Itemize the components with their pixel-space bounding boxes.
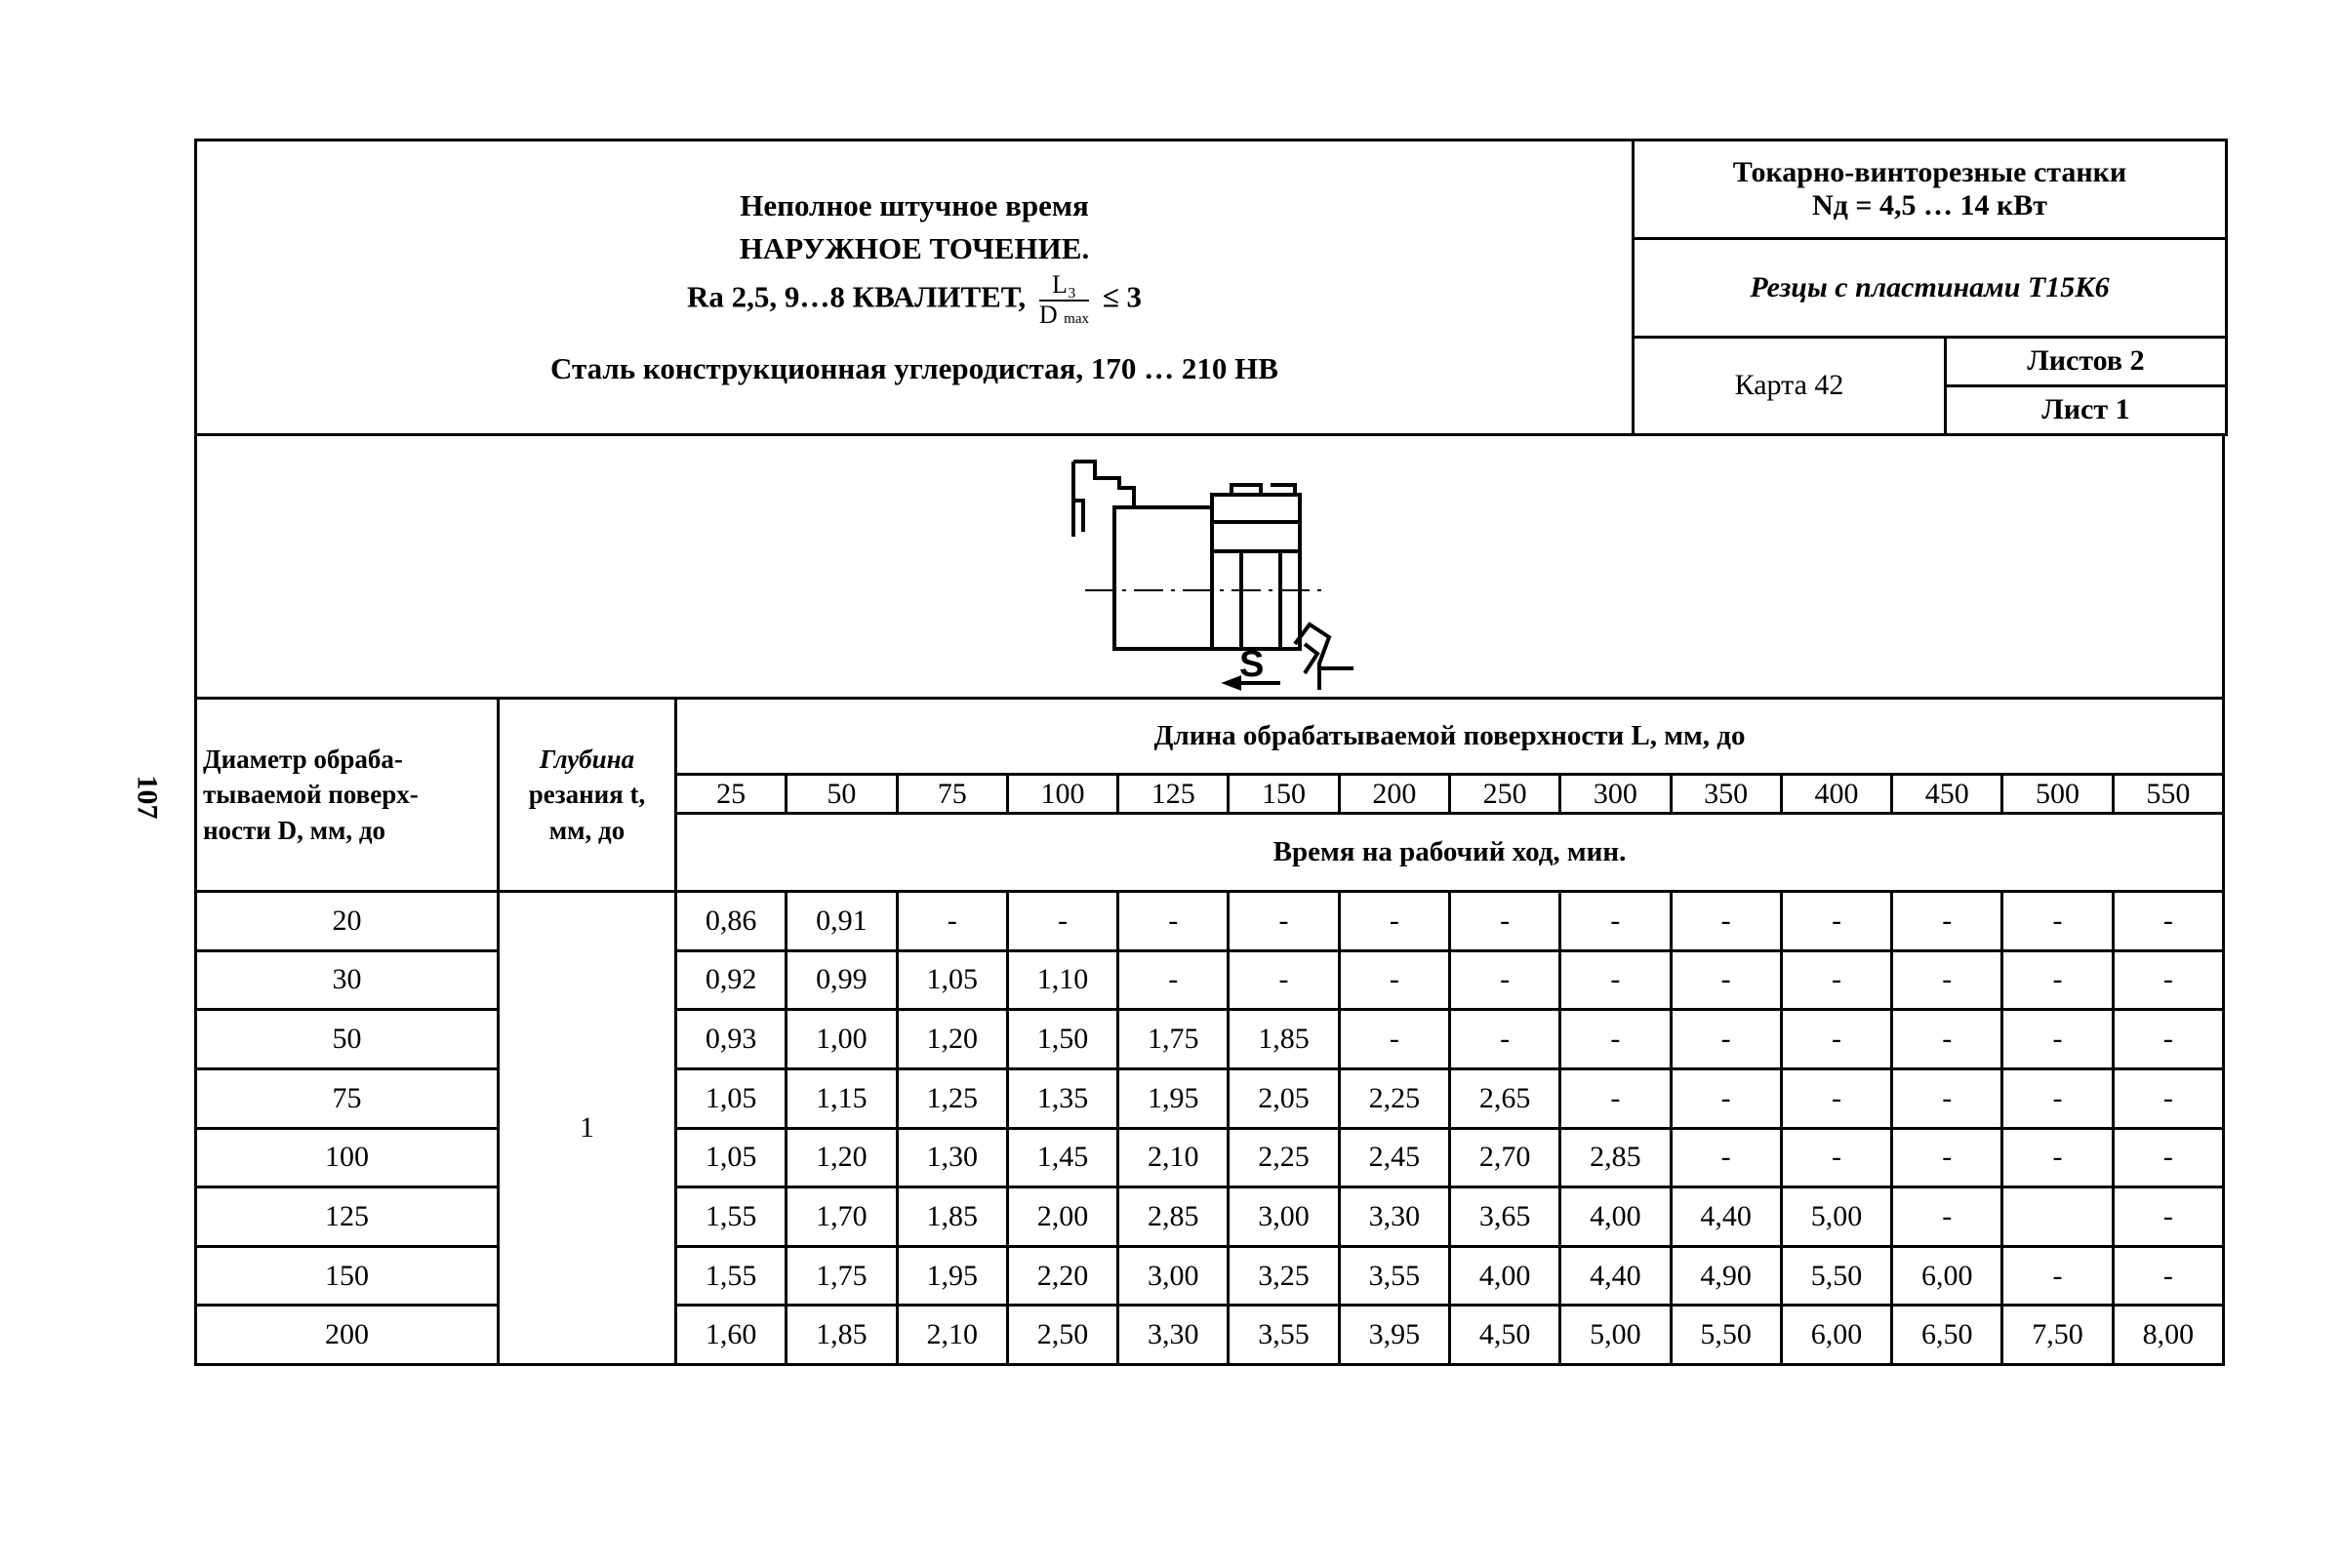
time-cell: - <box>2113 1187 2223 1247</box>
time-cell: 1,10 <box>1007 950 1117 1010</box>
time-cell: 0,92 <box>676 950 787 1010</box>
time-cell: - <box>1671 1068 1781 1128</box>
time-header: Время на рабочий ход, мин. <box>676 814 2224 892</box>
time-table-body <box>196 892 2224 1365</box>
time-cell: 1,00 <box>787 1010 897 1069</box>
time-cell: 6,00 <box>1781 1306 1891 1365</box>
time-cell: - <box>2002 1246 2113 1306</box>
time-cell: 1,95 <box>1118 1068 1229 1128</box>
fraction-den-letter: D <box>1038 300 1058 329</box>
time-cell: 6,50 <box>1892 1306 2002 1365</box>
fraction-numerator: L₃ <box>1039 271 1089 302</box>
length-col-header: 75 <box>897 775 1007 814</box>
time-cell: - <box>2002 1128 2113 1187</box>
page-number: 107 <box>131 775 164 820</box>
time-cell: 4,40 <box>1560 1246 1671 1306</box>
length-col-header: 150 <box>1229 775 1339 814</box>
time-cell: - <box>1892 1128 2002 1187</box>
time-cell: - <box>1229 892 1339 951</box>
time-cell: - <box>1118 892 1229 951</box>
time-cell: - <box>1892 1068 2002 1128</box>
length-col-header: 50 <box>787 775 897 814</box>
card-header <box>194 139 2228 436</box>
time-cell: 2,00 <box>1007 1187 1117 1247</box>
fraction-denominator <box>1039 302 1089 330</box>
time-cell: - <box>897 892 1007 951</box>
diameter-cell: 50 <box>196 1010 499 1069</box>
time-cell: 6,00 <box>1892 1246 2002 1306</box>
time-cell: 5,00 <box>1560 1306 1671 1365</box>
length-col-header: 550 <box>2113 775 2223 814</box>
time-cell: 0,93 <box>676 1010 787 1069</box>
time-cell: 2,05 <box>1229 1068 1339 1128</box>
time-cell: 2,10 <box>897 1306 1007 1365</box>
table-row <box>196 892 2224 951</box>
time-cell: - <box>1339 950 1449 1010</box>
time-cell: - <box>1781 950 1891 1010</box>
ratio-fraction <box>1039 271 1089 329</box>
time-cell: 3,25 <box>1229 1246 1339 1306</box>
title-line-2: НАРУЖНОЕ ТОЧЕНИЕ. <box>739 231 1090 266</box>
time-cell: - <box>1781 1128 1891 1187</box>
time-cell: 3,55 <box>1229 1306 1339 1365</box>
time-cell: 2,25 <box>1339 1068 1449 1128</box>
time-cell: - <box>2002 950 2113 1010</box>
time-cell: - <box>2002 892 2113 951</box>
col-header-depth <box>499 699 676 892</box>
time-cell: - <box>1449 950 1559 1010</box>
time-cell: 1,95 <box>897 1246 1007 1306</box>
diameter-cell: 75 <box>196 1068 499 1128</box>
time-cell: 5,50 <box>1781 1246 1891 1306</box>
card-number: Карта 42 <box>1634 337 1946 434</box>
time-cell: 1,20 <box>787 1128 897 1187</box>
time-cell: 1,45 <box>1007 1128 1117 1187</box>
time-cell: 4,00 <box>1449 1246 1559 1306</box>
time-cell: 1,75 <box>787 1246 897 1306</box>
time-cell: 7,50 <box>2002 1306 2113 1365</box>
length-col-header: 300 <box>1560 775 1671 814</box>
time-cell: 1,85 <box>1229 1010 1339 1069</box>
time-cell: - <box>1560 950 1671 1010</box>
sheets-total: Листов 2 <box>1946 337 2227 385</box>
time-cell: 1,55 <box>676 1187 787 1247</box>
time-cell: - <box>2002 1010 2113 1069</box>
length-col-header: 400 <box>1781 775 1891 814</box>
machine-type: Токарно-винторезные станки <box>1732 156 2127 189</box>
col-header-diameter-l2: тываемой поверх- <box>203 780 419 810</box>
time-cell: 4,90 <box>1671 1246 1781 1306</box>
time-cell: - <box>1007 892 1117 951</box>
card-title-block <box>196 141 1634 435</box>
col-header-diameter-l3: ности D, мм, до <box>203 815 386 845</box>
time-cell: 1,35 <box>1007 1068 1117 1128</box>
time-cell: 8,00 <box>2113 1306 2223 1365</box>
time-cell: - <box>1892 892 2002 951</box>
time-cell: - <box>1339 1010 1449 1069</box>
time-cell: - <box>1781 1068 1891 1128</box>
time-cell: 2,50 <box>1007 1306 1117 1365</box>
title-line-3-suffix: ≤ 3 <box>1102 280 1142 315</box>
time-cell: 3,65 <box>1449 1187 1559 1247</box>
diameter-cell: 30 <box>196 950 499 1010</box>
turning-sketch <box>194 434 2225 700</box>
time-cell: 1,05 <box>897 950 1007 1010</box>
length-header: Длина обрабатываемой поверхности L, мм, до <box>676 699 2224 775</box>
time-cell: - <box>1118 950 1229 1010</box>
time-cell: 2,70 <box>1449 1128 1559 1187</box>
title-line-4: Сталь конструкционная углеродистая, 170 … 210 НВ <box>550 350 1278 385</box>
time-cell: 1,85 <box>897 1187 1007 1247</box>
time-cell: 0,91 <box>787 892 897 951</box>
depth-cell: 1 <box>499 892 676 1365</box>
time-cell: 5,50 <box>1671 1306 1781 1365</box>
time-cell: 2,20 <box>1007 1246 1117 1306</box>
time-cell: - <box>1560 892 1671 951</box>
time-cell: - <box>2113 1068 2223 1128</box>
time-cell: 1,15 <box>787 1068 897 1128</box>
time-cell: 1,55 <box>676 1246 787 1306</box>
time-cell: - <box>1449 892 1559 951</box>
time-cell: 4,40 <box>1671 1187 1781 1247</box>
time-cell: 2,85 <box>1560 1128 1671 1187</box>
machine-power: Nд = 4,5 … 14 кВт <box>1812 189 2047 222</box>
turning-sketch-drawing <box>197 434 2222 700</box>
length-col-header: 100 <box>1007 775 1117 814</box>
diameter-cell: 20 <box>196 892 499 951</box>
time-cell: 3,30 <box>1339 1187 1449 1247</box>
time-table <box>194 697 2225 1366</box>
time-cell <box>2002 1187 2113 1247</box>
time-cell: 3,30 <box>1118 1306 1229 1365</box>
length-col-header: 200 <box>1339 775 1449 814</box>
time-cell: - <box>2113 892 2223 951</box>
time-cell: - <box>2113 1010 2223 1069</box>
time-cell: 1,85 <box>787 1306 897 1365</box>
time-cell: - <box>2113 1128 2223 1187</box>
time-cell: 3,55 <box>1339 1246 1449 1306</box>
time-cell: - <box>1671 1010 1781 1069</box>
time-cell: 2,25 <box>1229 1128 1339 1187</box>
fraction-den-subscript: max <box>1064 310 1089 327</box>
length-col-header: 250 <box>1449 775 1559 814</box>
time-cell: - <box>1781 1010 1891 1069</box>
title-line-1: Неполное штучное время <box>740 187 1089 222</box>
time-cell: 1,75 <box>1118 1010 1229 1069</box>
time-cell: - <box>1560 1068 1671 1128</box>
time-cell: 1,20 <box>897 1010 1007 1069</box>
time-cell: - <box>1892 1187 2002 1247</box>
time-cell: - <box>2113 1246 2223 1306</box>
time-cell: 4,00 <box>1560 1187 1671 1247</box>
time-cell: 2,10 <box>1118 1128 1229 1187</box>
tool-cell: Резцы с пластинами Т15К6 <box>1634 239 2227 337</box>
title-line-3-prefix: Ra 2,5, 9…8 КВАЛИТЕТ, <box>687 280 1027 315</box>
time-cell: 4,50 <box>1449 1306 1559 1365</box>
time-cell: 1,05 <box>676 1068 787 1128</box>
feed-label: S <box>1239 644 1265 685</box>
time-cell: - <box>1449 1010 1559 1069</box>
col-header-depth-l1: Глубина <box>539 744 635 774</box>
time-cell: 1,30 <box>897 1128 1007 1187</box>
time-cell: - <box>2002 1068 2113 1128</box>
col-header-depth-l2: резания t, <box>528 780 646 810</box>
time-cell: - <box>1781 892 1891 951</box>
time-cell: - <box>2113 950 2223 1010</box>
time-cell: 2,85 <box>1118 1187 1229 1247</box>
col-header-depth-l3: мм, до <box>548 815 626 845</box>
col-header-diameter-l1: Диаметр обраба- <box>203 744 403 774</box>
time-cell: - <box>1560 1010 1671 1069</box>
diameter-cell: 200 <box>196 1306 499 1365</box>
title-line-3 <box>197 271 1632 329</box>
time-cell: 2,65 <box>1449 1068 1559 1128</box>
length-col-header: 350 <box>1671 775 1781 814</box>
norm-card-sheet <box>194 139 2225 1367</box>
time-cell: 0,99 <box>787 950 897 1010</box>
time-cell: 3,00 <box>1118 1246 1229 1306</box>
col-header-diameter <box>196 699 499 892</box>
diameter-cell: 125 <box>196 1187 499 1247</box>
length-col-header: 500 <box>2002 775 2113 814</box>
diameter-cell: 150 <box>196 1246 499 1306</box>
time-cell: 5,00 <box>1781 1187 1891 1247</box>
length-col-header: 125 <box>1118 775 1229 814</box>
time-cell: 1,50 <box>1007 1010 1117 1069</box>
time-cell: - <box>1229 950 1339 1010</box>
time-cell: - <box>1671 1128 1781 1187</box>
sheet-number: Лист 1 <box>1946 385 2227 434</box>
length-col-header: 450 <box>1892 775 2002 814</box>
time-cell: 2,45 <box>1339 1128 1449 1187</box>
time-cell: 1,70 <box>787 1187 897 1247</box>
time-cell: 0,86 <box>676 892 787 951</box>
time-cell: - <box>1671 892 1781 951</box>
time-cell: - <box>1892 1010 2002 1069</box>
time-cell: - <box>1339 892 1449 951</box>
time-cell: 1,05 <box>676 1128 787 1187</box>
length-col-header: 25 <box>676 775 787 814</box>
time-cell: - <box>1671 950 1781 1010</box>
time-cell: 3,95 <box>1339 1306 1449 1365</box>
time-cell: - <box>1892 950 2002 1010</box>
time-cell: 1,25 <box>897 1068 1007 1128</box>
time-cell: 1,60 <box>676 1306 787 1365</box>
time-cell: 3,00 <box>1229 1187 1339 1247</box>
machine-cell <box>1634 141 2227 239</box>
diameter-cell: 100 <box>196 1128 499 1187</box>
